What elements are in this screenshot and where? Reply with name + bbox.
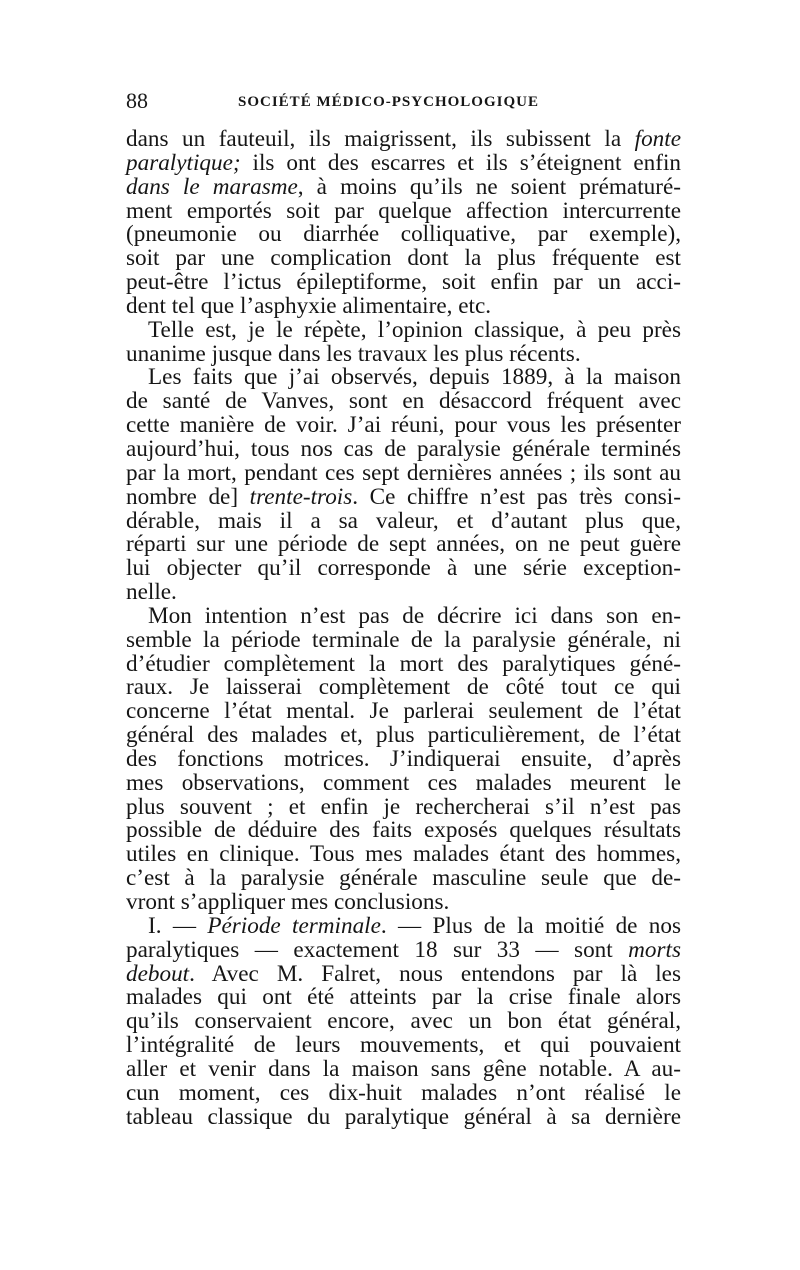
text-line: [126, 292, 681, 319]
text-segment: c’est à la paralysie générale masculine seule que de-: [126, 865, 681, 892]
text-line: [126, 891, 681, 915]
text-segment: dérable, mais il a sa valeur, et d’autant plus que,: [126, 507, 681, 534]
text-segment: réparti sur une période de sept années, on ne peut guère: [126, 531, 681, 558]
text-line: [126, 676, 681, 700]
text-line: [126, 366, 681, 390]
text-segment: des fonctions motrices. J’indiquerai ensuite, d’après: [126, 745, 681, 772]
text-line: [126, 435, 681, 462]
text-line: [126, 936, 681, 963]
text-segment: peut-être l’ictus épileptiforme, soit enfin par un acci-: [126, 269, 681, 296]
text-segment: général des malades et, plus particulièrement, de l’état: [126, 722, 681, 749]
italic-text: fonte: [634, 126, 681, 152]
text-line: [126, 271, 681, 295]
text-segment: semble la période terminale de la paralysie générale, ni: [126, 626, 681, 653]
text-segment: . Ce chiffre n’est pas très consi-: [352, 483, 681, 510]
text-line: [126, 650, 681, 677]
text-line: [126, 557, 681, 581]
italic-text: morts: [628, 936, 681, 963]
text-segment: soit par une complication dont la plus fréquente est: [126, 245, 681, 272]
text-segment: possible de déduire des faits exposés quelques résultats: [126, 817, 681, 844]
text-segment: . Avec M. Falret, nous entendons par là les: [189, 960, 681, 987]
text-line: [126, 1010, 681, 1034]
text-segment: (pneumonie ou diarrhée colliquative, par exemple),: [126, 221, 681, 248]
text-segment: dans un fauteuil, ils maigrissent, ils subissent la: [126, 126, 635, 152]
text-line: [126, 724, 681, 748]
text-segment: Mon intention n’est pas de décrire ici dans son en-: [148, 602, 681, 629]
text-line: [126, 793, 681, 820]
italic-text: debout: [126, 960, 190, 987]
text-segment: plus souvent ; et enfin je rechercherai s’il n’est pas: [126, 793, 681, 820]
text-segment: raux. Je laisserai complètement de côté tout ce qui: [126, 674, 681, 701]
text-segment: ils ont des escarres et ils s’éteignent enfin: [240, 149, 681, 176]
text-segment: nelle.: [126, 579, 177, 606]
text-segment: lui objecter qu’il corresponde à une série exception-: [126, 555, 681, 582]
text-line: [126, 1103, 681, 1130]
text-segment: aller et venir dans la maison sans gêne notable. A au-: [126, 1055, 681, 1082]
body-text: [126, 128, 681, 1129]
text-line: [126, 128, 681, 152]
text-line: [126, 247, 681, 271]
text-segment: nombre de]: [126, 483, 250, 510]
text-line: [126, 700, 681, 724]
text-line: [126, 745, 681, 772]
text-line: [126, 819, 681, 843]
text-segment: ment emportés soit par quelque affection intercurrente: [126, 197, 681, 224]
text-line: [126, 1034, 681, 1058]
text-line: [126, 197, 681, 224]
text-line: [126, 602, 681, 629]
text-line: [126, 843, 681, 867]
text-line: [126, 340, 681, 367]
text-line: [126, 507, 681, 534]
text-segment: vront s’appliquer mes conclusions.: [126, 889, 450, 915]
running-title: SOCIÉTÉ MÉDICO-PSYCHOLOGIQUE: [238, 94, 539, 110]
text-line: [126, 581, 681, 605]
italic-text: trente-trois: [249, 483, 353, 510]
text-line: [126, 459, 681, 486]
text-segment: cette manière de voir. J’ai réuni, pour vous les présenter: [126, 412, 681, 439]
text-line: [126, 912, 681, 939]
italic-text: Période terminale: [207, 912, 381, 939]
text-segment: unanime jusque dans les travaux les plus récents.: [126, 340, 581, 367]
text-line: [126, 1055, 681, 1082]
text-segment: concerne l’état mental. Je parlerai seulement de l’état: [126, 698, 681, 725]
text-line: [126, 986, 681, 1010]
text-segment: mes observations, comment ces malades meurent le: [126, 769, 681, 796]
text-segment: par la mort, pendant ces sept dernières années ; ils sont au: [126, 459, 681, 486]
text-segment: , à moins qu’ils ne soient prématuré-: [297, 173, 681, 200]
italic-text: paralytique;: [126, 149, 241, 176]
text-line: [126, 390, 681, 414]
text-segment: I. —: [148, 912, 208, 939]
text-line: [126, 483, 681, 510]
text-segment: paralytiques — exactement 18 sur 33 — sont: [126, 936, 629, 963]
text-segment: dent tel que l’asphyxie alimentaire, etc.: [126, 292, 492, 319]
text-line: [126, 867, 681, 891]
text-segment: de santé de Vanves, sont en désaccord fréquent avec: [126, 388, 681, 415]
text-segment: tableau classique du paralytique général à sa dernière: [126, 1103, 681, 1130]
text-line: [126, 173, 681, 200]
running-head: [126, 86, 681, 116]
page-number: 88: [126, 88, 148, 113]
text-segment: Les faits que j’ai observés, depuis 1889, à la maison: [148, 364, 681, 391]
text-line: [126, 533, 681, 557]
text-segment: . — Plus de la moitié de nos: [380, 912, 681, 939]
text-segment: aujourd’hui, tous nos cas de paralysie générale terminés: [126, 435, 681, 462]
text-line: [126, 1079, 681, 1106]
text-line: [126, 223, 681, 247]
text-segment: d’étudier complètement la mort des paralytiques géné-: [126, 650, 681, 677]
text-line: [126, 149, 681, 176]
text-segment: utiles en clinique. Tous mes malades étant des hommes,: [126, 841, 681, 868]
text-segment: malades qui ont été atteints par la crise finale alors: [126, 984, 681, 1011]
text-segment: cun moment, ces dix-huit malades n’ont réalisé le: [126, 1079, 681, 1106]
text-line: [126, 960, 681, 987]
text-segment: Telle est, je le répète, l’opinion classique, à peu près: [148, 316, 681, 343]
text-line: [126, 316, 681, 343]
text-segment: qu’ils conservaient encore, avec un bon état général,: [126, 1008, 681, 1035]
text-segment: l’intégralité de leurs mouvements, et qui pouvaient: [126, 1032, 681, 1059]
text-line: [126, 626, 681, 653]
text-line: [126, 414, 681, 438]
italic-text: dans le marasme: [126, 173, 298, 200]
text-line: [126, 769, 681, 796]
